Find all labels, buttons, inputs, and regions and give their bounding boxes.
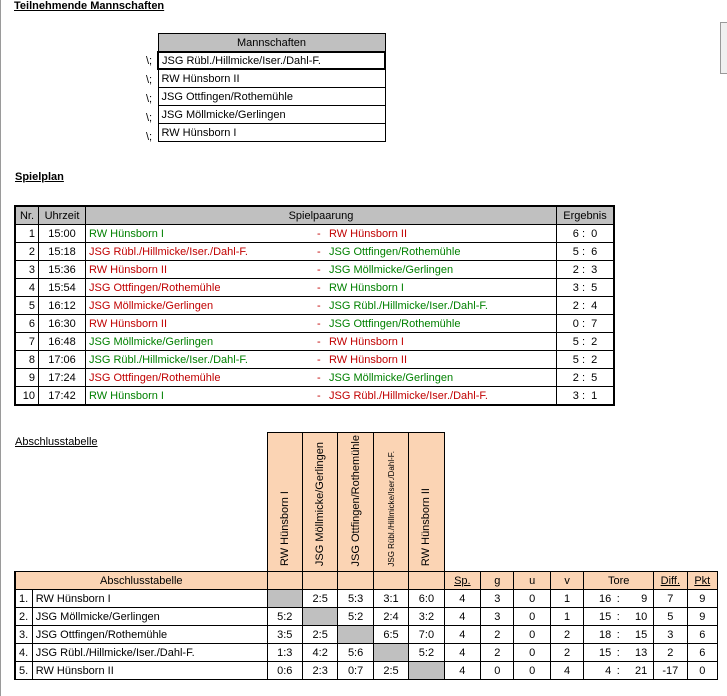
- home-team: JSG Rübl./Hillmicke/Iser./Dahl-F.: [89, 245, 248, 258]
- goal-diff: 7: [654, 590, 687, 608]
- goals-for: 18: [599, 628, 612, 641]
- wins: 2: [481, 626, 514, 644]
- draws: 0: [514, 590, 550, 608]
- result-cell: 5:2: [409, 644, 444, 662]
- goals-against: 21: [635, 664, 648, 677]
- home-team: RW Hünsborn II: [89, 317, 168, 330]
- schedule-row: [15, 225, 614, 243]
- match-time: 17:24: [39, 369, 86, 387]
- hdr-v: v: [550, 572, 583, 590]
- schedule-section-title: Spielplan: [15, 171, 64, 183]
- result-cell: 0:7: [338, 662, 373, 680]
- match-number: 5: [15, 297, 39, 315]
- team-cell[interactable]: JSG Möllmicke/Gerlingen: [158, 106, 385, 124]
- home-team: RW Hünsborn II: [89, 263, 168, 276]
- team-cell-selected[interactable]: JSG Rübl./Hillmicke/Iser./Dahl-F.: [158, 52, 385, 69]
- away-team: JSG Rübl./Hillmicke/Iser./Dahl-F.: [329, 389, 488, 402]
- result-cell: 5:2: [267, 608, 302, 626]
- result-cell: 3:1: [373, 590, 408, 608]
- result-cell: 3:5: [267, 626, 302, 644]
- dash-separator: -: [317, 317, 321, 330]
- losses: 2: [550, 644, 583, 662]
- result-cell: 7:0: [409, 626, 444, 644]
- schedule-row: [15, 333, 614, 351]
- standings-row: [15, 626, 718, 644]
- result-cell: 6:5: [373, 626, 408, 644]
- vh-team-4: JSG Rübl./Hillmicke/Iser./Dahl-F.: [373, 433, 408, 572]
- home-team: JSG Ottfingen/Rothemühle: [89, 281, 221, 294]
- match-pairing: [86, 333, 557, 351]
- vh-team-1: RW Hünsborn I: [267, 433, 302, 572]
- col-nr: Nr.: [15, 206, 39, 225]
- result-cell: 2:3: [302, 662, 337, 680]
- match-number: 4: [15, 279, 39, 297]
- team-cell[interactable]: RW Hünsborn II: [158, 69, 385, 88]
- schedule-row: [15, 261, 614, 279]
- goal-diff: 5: [654, 608, 687, 626]
- dash-separator: -: [317, 299, 321, 312]
- row-prefix: \;: [146, 112, 153, 124]
- match-number: 6: [15, 315, 39, 333]
- schedule-row: [15, 315, 614, 333]
- match-score: 0 : 7: [557, 315, 615, 333]
- hdr-sp: Sp.: [444, 572, 480, 590]
- home-team: RW Hünsborn I: [89, 389, 164, 402]
- away-team: JSG Ottfingen/Rothemühle: [329, 245, 461, 258]
- goals: [584, 608, 654, 626]
- match-pairing: [86, 315, 557, 333]
- match-score: 2 : 5: [557, 369, 615, 387]
- goals-for: 16: [599, 592, 612, 605]
- hdr-tore: Tore: [584, 572, 654, 590]
- team-name: RW Hünsborn II: [32, 662, 267, 680]
- result-cell: 4:2: [302, 644, 337, 662]
- draws: 0: [514, 608, 550, 626]
- match-score: 3 : 1: [557, 387, 615, 406]
- self-match-cell: [302, 608, 337, 626]
- goals-colon: :: [616, 592, 620, 605]
- losses: 4: [550, 662, 583, 680]
- result-cell: 5:6: [338, 644, 373, 662]
- result-cell: 3:2: [409, 608, 444, 626]
- hdr-u: u: [514, 572, 550, 590]
- goals-for: 4: [605, 664, 612, 677]
- teams-table: [157, 33, 386, 142]
- match-pairing: [86, 225, 557, 243]
- wins: 0: [481, 662, 514, 680]
- dash-separator: -: [317, 389, 321, 402]
- dash-separator: -: [317, 335, 321, 348]
- goal-diff: 2: [654, 644, 687, 662]
- result-cell: 2:5: [373, 662, 408, 680]
- row-prefix: \;: [146, 55, 153, 67]
- sheet-left-border: [0, 0, 1, 696]
- goals: [584, 644, 654, 662]
- away-team: RW Hünsborn I: [329, 335, 404, 348]
- wins: 3: [481, 608, 514, 626]
- final-title-cell: Abschlusstabelle: [15, 572, 267, 590]
- goals-against: 9: [641, 592, 648, 605]
- wins: 3: [481, 590, 514, 608]
- match-pairing: [86, 369, 557, 387]
- match-pairing: [86, 351, 557, 369]
- match-pairing: [86, 279, 557, 297]
- standings-row: [15, 608, 718, 626]
- match-number: 9: [15, 369, 39, 387]
- dash-separator: -: [317, 371, 321, 384]
- dash-separator: -: [317, 245, 321, 258]
- home-team: JSG Möllmicke/Gerlingen: [89, 299, 214, 312]
- goals-against: 15: [635, 628, 648, 641]
- col-result: Ergebnis: [557, 206, 615, 225]
- match-score: 6 : 0: [557, 225, 615, 243]
- match-pairing: [86, 297, 557, 315]
- match-time: 16:30: [39, 315, 86, 333]
- match-pairing: [86, 261, 557, 279]
- match-pairing: [86, 387, 557, 406]
- match-time: 15:00: [39, 225, 86, 243]
- goals-colon: :: [616, 646, 620, 659]
- away-team: JSG Ottfingen/Rothemühle: [329, 317, 461, 330]
- goals: [584, 662, 654, 680]
- away-team: JSG Möllmicke/Gerlingen: [329, 263, 454, 276]
- match-number: 3: [15, 261, 39, 279]
- match-score: 5 : 2: [557, 333, 615, 351]
- match-number: 2: [15, 243, 39, 261]
- result-cell: 6:0: [409, 590, 444, 608]
- row-prefix: \;: [146, 131, 153, 143]
- schedule-table: [14, 205, 615, 406]
- vh-team-5: RW Hünsborn II: [409, 433, 444, 572]
- points: 6: [687, 644, 717, 662]
- dash-separator: -: [317, 263, 321, 276]
- wins: 2: [481, 644, 514, 662]
- match-score: 2 : 4: [557, 297, 615, 315]
- schedule-row: [15, 297, 614, 315]
- rank: 5.: [15, 662, 32, 680]
- teams-header: Mannschaften: [158, 34, 385, 53]
- goals-for: 15: [599, 646, 612, 659]
- dash-separator: -: [317, 353, 321, 366]
- team-cell[interactable]: RW Hünsborn I: [158, 124, 385, 142]
- draws: 0: [514, 644, 550, 662]
- hdr-pkt: Pkt: [687, 572, 717, 590]
- col-match: Spielpaarung: [86, 206, 557, 225]
- games-played: 4: [444, 608, 480, 626]
- away-team: RW Hünsborn I: [329, 281, 404, 294]
- points: 0: [687, 662, 717, 680]
- goals: [584, 590, 654, 608]
- home-team: JSG Möllmicke/Gerlingen: [89, 335, 214, 348]
- games-played: 4: [444, 644, 480, 662]
- games-played: 4: [444, 590, 480, 608]
- away-team: RW Hünsborn II: [329, 353, 408, 366]
- goals-against: 13: [635, 646, 648, 659]
- goals-colon: :: [616, 628, 620, 641]
- result-cell: 2:5: [302, 590, 337, 608]
- away-team: JSG Möllmicke/Gerlingen: [329, 371, 454, 384]
- goals-colon: :: [616, 664, 620, 677]
- hdr-g: g: [481, 572, 514, 590]
- draws: 0: [514, 626, 550, 644]
- losses: 2: [550, 626, 583, 644]
- away-team: RW Hünsborn II: [329, 227, 408, 240]
- games-played: 4: [444, 662, 480, 680]
- points: 9: [687, 590, 717, 608]
- goals-colon: :: [616, 610, 620, 623]
- losses: 1: [550, 590, 583, 608]
- match-time: 15:36: [39, 261, 86, 279]
- spacer: [444, 433, 717, 572]
- teams-section-title: Teilnehmende Mannschaften: [14, 0, 165, 12]
- teams-prefix-column: [146, 52, 152, 147]
- points: 6: [687, 626, 717, 644]
- match-score: 3 : 5: [557, 279, 615, 297]
- scroll-widget[interactable]: [720, 22, 727, 74]
- result-cell: 1:3: [267, 644, 302, 662]
- team-name: JSG Rübl./Hillmicke/Iser./Dahl-F.: [32, 644, 267, 662]
- match-score: 5 : 2: [557, 351, 615, 369]
- result-cell: 2:5: [302, 626, 337, 644]
- match-number: 1: [15, 225, 39, 243]
- row-prefix: \;: [146, 74, 153, 86]
- points: 9: [687, 608, 717, 626]
- goals-for: 15: [599, 610, 612, 623]
- match-score: 5 : 6: [557, 243, 615, 261]
- schedule-row: [15, 369, 614, 387]
- schedule-row: [15, 279, 614, 297]
- self-match-cell: [373, 644, 408, 662]
- match-time: 15:18: [39, 243, 86, 261]
- team-name: JSG Ottfingen/Rothemühle: [32, 626, 267, 644]
- result-cell: 5:3: [338, 590, 373, 608]
- away-team: JSG Rübl./Hillmicke/Iser./Dahl-F.: [329, 299, 488, 312]
- match-time: 15:54: [39, 279, 86, 297]
- match-number: 7: [15, 333, 39, 351]
- match-time: 16:48: [39, 333, 86, 351]
- rank: 2.: [15, 608, 32, 626]
- match-pairing: [86, 243, 557, 261]
- goals-against: 10: [635, 610, 648, 623]
- match-time: 17:42: [39, 387, 86, 406]
- dash-separator: -: [317, 227, 321, 240]
- vh-team-2: JSG Möllmicke/Gerlingen: [302, 433, 337, 572]
- draws: 0: [514, 662, 550, 680]
- match-time: 17:06: [39, 351, 86, 369]
- standings-row: [15, 662, 718, 680]
- team-cell[interactable]: JSG Ottfingen/Rothemühle: [158, 88, 385, 106]
- match-score: 2 : 3: [557, 261, 615, 279]
- hdr-diff: Diff.: [654, 572, 687, 590]
- losses: 1: [550, 608, 583, 626]
- games-played: 4: [444, 626, 480, 644]
- standings-row: [15, 644, 718, 662]
- home-team: JSG Ottfingen/Rothemühle: [89, 371, 221, 384]
- team-name: RW Hünsborn I: [32, 590, 267, 608]
- dash-separator: -: [317, 281, 321, 294]
- rank: 4.: [15, 644, 32, 662]
- standings-row: [15, 590, 718, 608]
- row-prefix: \;: [146, 93, 153, 105]
- final-table: [14, 432, 718, 680]
- home-team: JSG Rübl./Hillmicke/Iser./Dahl-F.: [89, 353, 248, 366]
- result-cell: 0:6: [267, 662, 302, 680]
- self-match-cell: [338, 626, 373, 644]
- rank: 3.: [15, 626, 32, 644]
- self-match-cell: [409, 662, 444, 680]
- goals: [584, 626, 654, 644]
- col-time: Uhrzeit: [39, 206, 86, 225]
- match-time: 16:12: [39, 297, 86, 315]
- match-number: 10: [15, 387, 39, 406]
- team-name: JSG Möllmicke/Gerlingen: [32, 608, 267, 626]
- schedule-row: [15, 243, 614, 261]
- final-section-title: Abschlusstabelle: [15, 436, 98, 448]
- goal-diff: 3: [654, 626, 687, 644]
- self-match-cell: [267, 590, 302, 608]
- match-number: 8: [15, 351, 39, 369]
- home-team: RW Hünsborn I: [89, 227, 164, 240]
- vh-team-3: JSG Ottfingen/Rothemühle: [338, 433, 373, 572]
- schedule-row: [15, 351, 614, 369]
- goal-diff: -17: [654, 662, 687, 680]
- rank: 1.: [15, 590, 32, 608]
- result-cell: 2:4: [373, 608, 408, 626]
- spacer: [15, 433, 267, 572]
- result-cell: 5:2: [338, 608, 373, 626]
- schedule-row: [15, 387, 614, 406]
